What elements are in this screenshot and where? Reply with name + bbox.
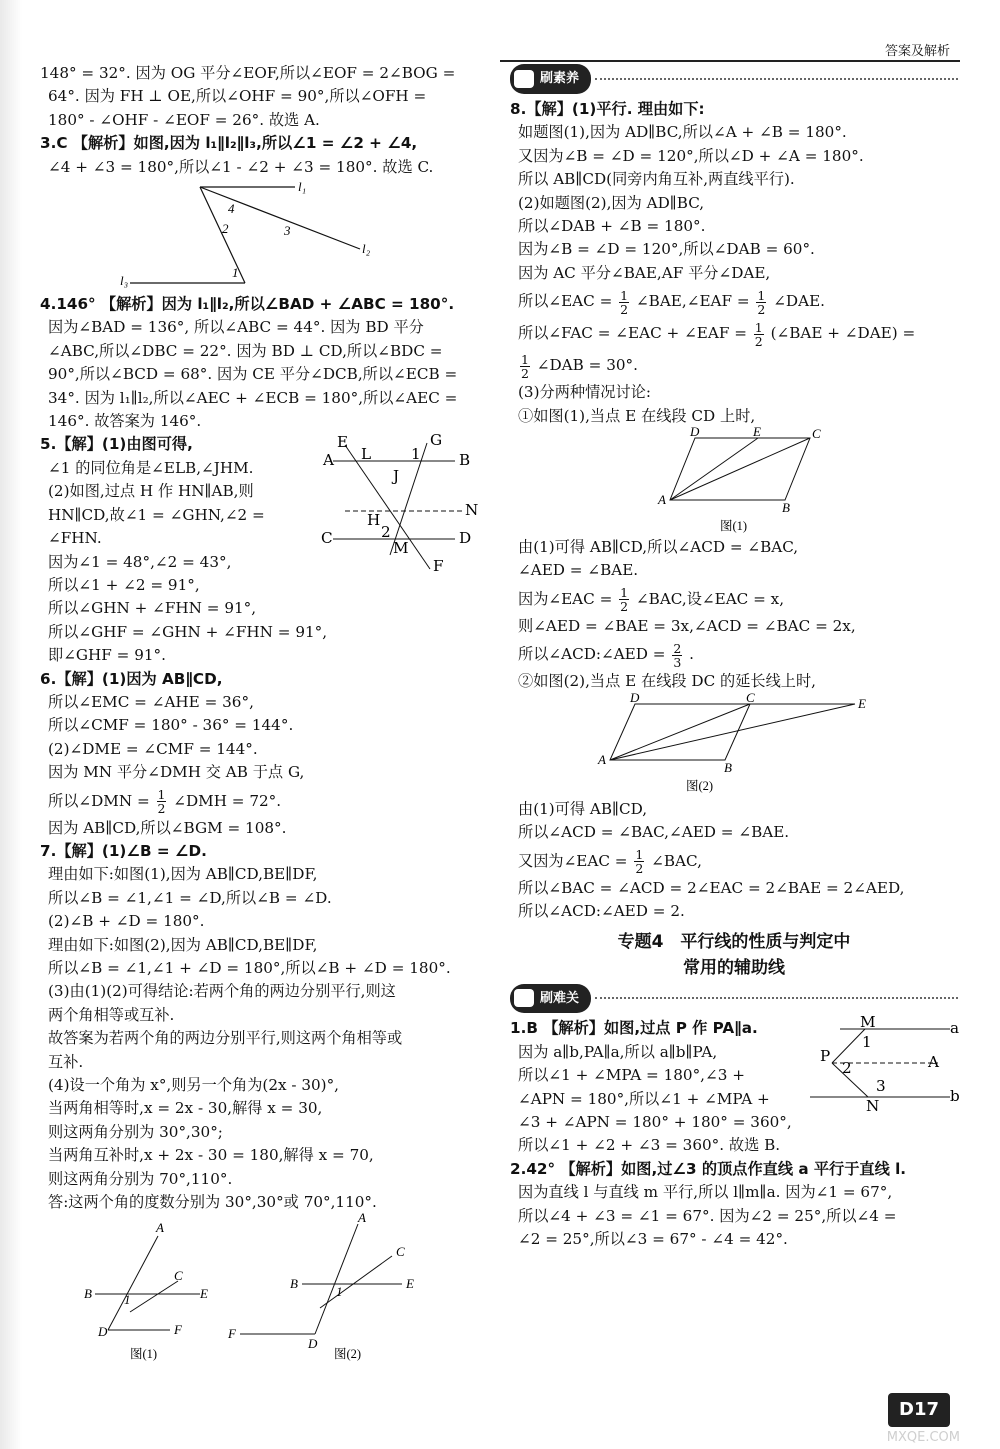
- fig-label: 2: [842, 1059, 852, 1078]
- figure-q5: [315, 431, 480, 576]
- text-line: 因为∠B = ∠D = 120°,所以∠DAB = 60°.: [518, 240, 815, 259]
- right-column: [510, 62, 958, 1251]
- text-line: (2)∠DME = ∠CMF = 144°.: [48, 739, 258, 758]
- fig-label: G: [430, 431, 443, 450]
- text-line: 由(1)可得 AB∥CD,: [518, 799, 648, 818]
- fig-label: J: [393, 467, 400, 486]
- text-line: (3)分两种情况讨论:: [518, 383, 651, 402]
- text-line: ①如图(1),当点 E 在线段 CD 上时,: [518, 406, 756, 425]
- text-line: ∠APN = 180°,所以∠1 + ∠MPA +: [518, 1089, 770, 1108]
- text-span: ∠DMH = 72°.: [173, 791, 282, 810]
- text-line: 当两角相等时,x = 2x - 30,解得 x = 30,: [48, 1099, 323, 1118]
- text-line: ∠4 + ∠3 = 180°,所以∠1 - ∠2 + ∠3 = 180°. 故选 C.: [48, 157, 434, 176]
- text-line: [510, 285, 958, 317]
- text-line: 所以∠EMC = ∠AHE = 36°,: [48, 692, 254, 711]
- dotted-divider: [595, 78, 958, 80]
- fig-label: 1: [124, 1292, 131, 1308]
- fig-label: 1: [336, 1284, 343, 1300]
- numerator: 2: [673, 640, 682, 656]
- fig-caption: 图(1): [720, 519, 748, 534]
- denominator: 2: [635, 861, 644, 876]
- text-line: (4)设一个角为 x°,则另一个角为(2x - 30)°,: [48, 1076, 340, 1095]
- topic-title-line: 常用的辅助线: [683, 958, 785, 979]
- text-line: 因为直线 l 与直线 m 平行,所以 l∥m∥a. 因为∠1 = 67°,: [518, 1183, 893, 1202]
- fig-label: D: [308, 1336, 318, 1352]
- topic-title-line: 专题4 平行线的性质与判定中: [617, 932, 851, 953]
- text-line: 当两角互补时,x + 2x - 30 = 180,解得 x = 70,: [48, 1146, 374, 1165]
- book-icon: [514, 70, 534, 88]
- text-line: [510, 638, 958, 670]
- fig-label: l₃: [120, 273, 129, 289]
- fig-label: A: [323, 451, 334, 470]
- numerator: 1: [620, 585, 629, 601]
- fig-label: D: [98, 1324, 108, 1340]
- fig-label: D: [630, 689, 640, 705]
- left-column: [40, 62, 480, 1368]
- fig-label: l₁: [298, 179, 307, 195]
- text-line: 则这两角分别为 30°,30°;: [48, 1122, 223, 1141]
- fig-label: B: [782, 500, 790, 516]
- text-line: (2)∠B + ∠D = 180°.: [48, 912, 205, 931]
- text-line: 所以∠ACD:∠AED = 2.: [518, 901, 685, 920]
- text-line: 所以∠B = ∠1,∠1 = ∠D,所以∠B = ∠D.: [48, 888, 332, 907]
- text-span: ∠BAC,: [651, 851, 702, 870]
- text-line: (3)由(1)(2)可得结论:若两个角的两边分别平行,则这: [48, 982, 396, 1001]
- fig-label: C: [812, 426, 821, 442]
- text-line: ②如图(2),当点 E 在线段 DC 的延长线上时,: [518, 672, 816, 691]
- text-line: 所以∠B = ∠1,∠1 + ∠D = 180°,所以∠B + ∠D = 180°.: [48, 959, 451, 977]
- text-line: ∠ABC,所以∠DBC = 22°. 因为 BD ⊥ CD,所以∠BDC =: [48, 341, 443, 360]
- text-line: 因为 a∥b,PA∥a,所以 a∥b∥PA,: [518, 1042, 718, 1061]
- text-span: 所以∠DMN =: [48, 791, 150, 810]
- text-line: 所以∠1 + ∠2 + ∠3 = 360°. 故选 B.: [518, 1136, 781, 1155]
- fig-label: b: [950, 1087, 960, 1106]
- text-line: 由(1)可得 AB∥CD,所以∠ACD = ∠BAC,: [518, 538, 799, 557]
- question-3: 3.C 【解析】如图,因为 l₁∥l₂∥l₃,所以∠1 = ∠2 + ∠4,: [40, 134, 418, 153]
- text-line: 则∠AED = ∠BAE = 3x,∠ACD = ∠BAC = 2x,: [518, 616, 856, 635]
- question-4: 4.146° 【解析】因为 l₁∥l₂,所以∠BAD + ∠ABC = 180°.: [40, 295, 455, 314]
- text-span: 又因为∠EAC =: [518, 851, 628, 870]
- fig-label: P: [820, 1047, 831, 1066]
- denominator: 2: [620, 301, 629, 317]
- text-span: 所以∠ACD:∠AED =: [518, 645, 666, 664]
- text-line: ∠2 = 25°,所以∠3 = 67° - ∠4 = 42°.: [518, 1229, 788, 1248]
- text-line: [510, 349, 958, 381]
- numerator: 1: [635, 847, 644, 862]
- fig-caption: 图(2): [334, 1347, 362, 1362]
- text-line: 所以∠GHN + ∠FHN = 91°,: [48, 599, 257, 618]
- figure-q8-1: [510, 424, 958, 534]
- fig-label: A: [598, 751, 606, 767]
- section-badge: [510, 984, 591, 1013]
- page-number: D17: [888, 1393, 950, 1427]
- text-span: ∠BAE,∠EAF =: [635, 292, 750, 311]
- fig-label: B: [724, 759, 732, 775]
- fig-label: E: [858, 695, 866, 711]
- badge-label: 刷素养: [540, 71, 580, 87]
- question-8: 8.【解】(1)平行. 理由如下:: [510, 100, 705, 118]
- text-line: 5.【解】(1)由图可得,: [40, 435, 193, 454]
- watermark: MXQE.COM: [886, 1430, 960, 1445]
- text-line: 答:这两个角的度数分别为 30°,30°或 70°,110°.: [48, 1193, 377, 1212]
- fig-label: 3: [284, 223, 291, 239]
- fraction: [672, 642, 682, 669]
- page-edge-shadow: [0, 0, 22, 1449]
- text-line: 所以∠CMF = 180° - 36° = 144°.: [48, 716, 294, 735]
- fig-label: D: [459, 529, 472, 548]
- text-line: [510, 583, 958, 615]
- text-line: 两个角相等或互补.: [48, 1005, 175, 1024]
- fig-label: C: [746, 689, 755, 705]
- text-line: 因为 MN 平分∠DMH 交 AB 于点 G,: [48, 763, 305, 782]
- text-line: 34°. 因为 l₁∥l₂,所以∠AEC + ∠ECB = 180°,所以∠AEC =: [48, 388, 458, 407]
- numerator: 1: [620, 287, 629, 303]
- denominator: 2: [521, 365, 529, 381]
- topic-question-1: [510, 1013, 960, 1157]
- fig-label: E: [337, 433, 349, 452]
- fig-label: a: [950, 1019, 960, 1038]
- fig-label: N: [465, 501, 479, 520]
- text-line: 180° - ∠OHF - ∠EOF = 26°. 故选 A.: [48, 110, 320, 129]
- text-line: 所以∠ACD = ∠BAC,∠AED = ∠BAE.: [518, 823, 790, 842]
- text-line: (2)如题图(2),因为 AD∥BC,: [518, 193, 705, 212]
- text-line: 因为 AB∥CD,所以∠BGM = 108°.: [48, 818, 287, 837]
- header-title: 答案及解析: [884, 44, 950, 59]
- fig-label: L: [361, 445, 372, 464]
- figure-q3: [40, 181, 480, 291]
- fig-label: C: [321, 529, 333, 548]
- fig-label: A: [658, 492, 666, 508]
- topic-question-2: 2.42° 【解析】如图,过∠3 的顶点作直线 a 平行于直线 l.: [510, 1159, 907, 1178]
- fig-label: 1: [862, 1033, 872, 1052]
- text-line: [510, 317, 958, 349]
- text-line: 所以∠4 + ∠3 = ∠1 = 67°. 因为∠2 = 25°,所以∠4 =: [518, 1206, 897, 1225]
- fig-label: A: [156, 1220, 164, 1236]
- text-line: 64°. 因为 FH ⊥ OE,所以∠OHF = 90°,所以∠OFH =: [48, 87, 427, 106]
- fig-label: C: [174, 1268, 183, 1284]
- text-line: 互补.: [48, 1052, 84, 1071]
- question-6: 6.【解】(1)因为 AB∥CD,: [40, 669, 223, 688]
- figure-t1: [810, 1013, 960, 1117]
- text-line: 146°. 故答案为 146°.: [48, 412, 202, 431]
- fig-label: C: [396, 1244, 405, 1260]
- text-span: ∠DAE.: [773, 292, 825, 311]
- text-line: 如题图(1),因为 AD∥BC,所以∠A + ∠B = 180°.: [518, 123, 847, 142]
- denominator: 2: [757, 301, 766, 317]
- fig-label: H: [367, 511, 381, 530]
- numerator: 1: [521, 351, 529, 367]
- text-line: 所以∠BAC = ∠ACD = 2∠EAC = 2∠BAE = 2∠AED,: [518, 878, 905, 897]
- fraction: [756, 289, 766, 316]
- numerator: 1: [754, 319, 763, 335]
- denominator: 2: [620, 599, 629, 615]
- denominator: 2: [157, 801, 166, 817]
- dotted-divider: [595, 997, 958, 999]
- text-line: [510, 845, 958, 877]
- numerator: 1: [157, 787, 166, 803]
- fraction: [754, 321, 764, 348]
- book-icon: [514, 989, 534, 1007]
- fig-label: E: [200, 1286, 208, 1302]
- text-line: 1.B 【解析】如图,过点 P 作 PA∥a.: [510, 1019, 758, 1038]
- fig-label: F: [433, 557, 444, 576]
- fig-label: A: [928, 1053, 939, 1072]
- fraction: [520, 353, 530, 380]
- figure-q7: [40, 1210, 480, 1366]
- fraction: [157, 788, 167, 815]
- text-line: 90°,所以∠BCD = 68°. 因为 CE 平分∠DCB,所以∠ECB =: [48, 365, 458, 384]
- text-line: 理由如下:如图(2),因为 AB∥CD,BE∥DF,: [48, 935, 318, 954]
- text-line: 故答案为若两个角的两边分别平行,则这两个角相等或: [48, 1029, 403, 1048]
- text-line: 理由如下:如图(1),因为 AB∥CD,BE∥DF,: [48, 865, 318, 884]
- fig-label: 2: [381, 523, 391, 542]
- text-line: 148° = 32°. 因为 OG 平分∠EOF,所以∠EOF = 2∠BOG =: [40, 64, 456, 82]
- badge-label: 刷难关: [540, 990, 580, 1006]
- text-span: .: [689, 645, 694, 664]
- fig-label: M: [393, 539, 409, 558]
- fig-label: 1: [411, 445, 421, 464]
- fig-label: E: [406, 1276, 414, 1292]
- fig-label: F: [174, 1322, 182, 1338]
- text-line: ∠AED = ∠BAE.: [518, 561, 639, 580]
- text-line: 因为 AC 平分∠BAE,AF 平分∠DAE,: [518, 263, 771, 282]
- text-line: 所以 AB∥CD(同旁内角互补,两直线平行).: [518, 170, 795, 189]
- text-line: 所以∠1 + ∠2 = 91°,: [48, 575, 200, 594]
- text-span: 所以∠EAC =: [518, 292, 613, 311]
- text-line: ∠FHN.: [48, 529, 102, 548]
- topic-title: [510, 929, 958, 981]
- fig-label: B: [84, 1286, 92, 1302]
- fig-caption: 图(2): [686, 778, 714, 793]
- fig-label: 4: [228, 201, 235, 217]
- section-badge: [510, 64, 591, 93]
- text-line: 所以∠DAB + ∠B = 180°.: [518, 217, 706, 236]
- fig-label: 2: [222, 221, 229, 237]
- text-span: 所以∠FAC = ∠EAC + ∠EAF =: [518, 324, 747, 343]
- section-header-suyang: [510, 66, 958, 92]
- denominator: 3: [673, 654, 682, 670]
- fig-label: B: [290, 1276, 298, 1292]
- text-line: 因为∠1 = 48°,∠2 = 43°,: [48, 552, 232, 571]
- fig-label: A: [358, 1210, 366, 1226]
- fig-label: l₂: [362, 241, 371, 257]
- fig-label: B: [459, 451, 471, 470]
- figure-q8-2: [510, 689, 958, 796]
- fig-label: N: [866, 1097, 880, 1116]
- denominator: 2: [754, 333, 763, 349]
- text-line: 所以∠GHF = ∠GHN + ∠FHN = 91°,: [48, 622, 328, 641]
- text-line: 则这两角分别为 70°,110°.: [48, 1169, 233, 1188]
- fig-label: 1: [232, 265, 239, 281]
- question-7: 7.【解】(1)∠B = ∠D.: [40, 841, 207, 860]
- text-span: ∠BAC,设∠EAC = x,: [635, 589, 785, 608]
- text-line: ∠3 + ∠APN = 180° + 180° = 360°,: [518, 1112, 792, 1131]
- text-line: HN∥CD,故∠1 = ∠GHN,∠2 =: [48, 505, 265, 524]
- numerator: 1: [757, 287, 766, 303]
- text-line: 因为∠BAD = 136°, 所以∠ABC = 44°. 因为 BD 平分: [48, 318, 424, 337]
- text-span: (∠BAE + ∠DAE) =: [770, 324, 916, 343]
- fig-label: D: [690, 424, 700, 440]
- text-span: ∠DAB = 30°.: [536, 356, 638, 375]
- fraction: [619, 586, 629, 613]
- text-line: 即∠GHF = 91°.: [48, 646, 166, 665]
- fig-label: F: [228, 1326, 236, 1342]
- text-line: [40, 785, 480, 817]
- text-line: ∠1 的同位角是∠ELB,∠JHM.: [48, 458, 254, 477]
- fig-caption: 图(1): [130, 1347, 158, 1362]
- fig-label: M: [860, 1013, 876, 1032]
- text-span: 因为∠EAC =: [518, 589, 613, 608]
- fraction: [619, 289, 629, 316]
- text-line: 所以∠1 + ∠MPA = 180°,∠3 +: [518, 1066, 745, 1085]
- section-header-nanguan: [510, 985, 958, 1011]
- fraction: [634, 848, 644, 875]
- fig-label: 3: [876, 1077, 886, 1096]
- text-line: (2)如图,过点 H 作 HN∥AB,则: [48, 482, 254, 501]
- fig-label: E: [753, 424, 761, 440]
- text-line: 又因为∠B = ∠D = 120°,所以∠D + ∠A = 180°.: [518, 146, 864, 165]
